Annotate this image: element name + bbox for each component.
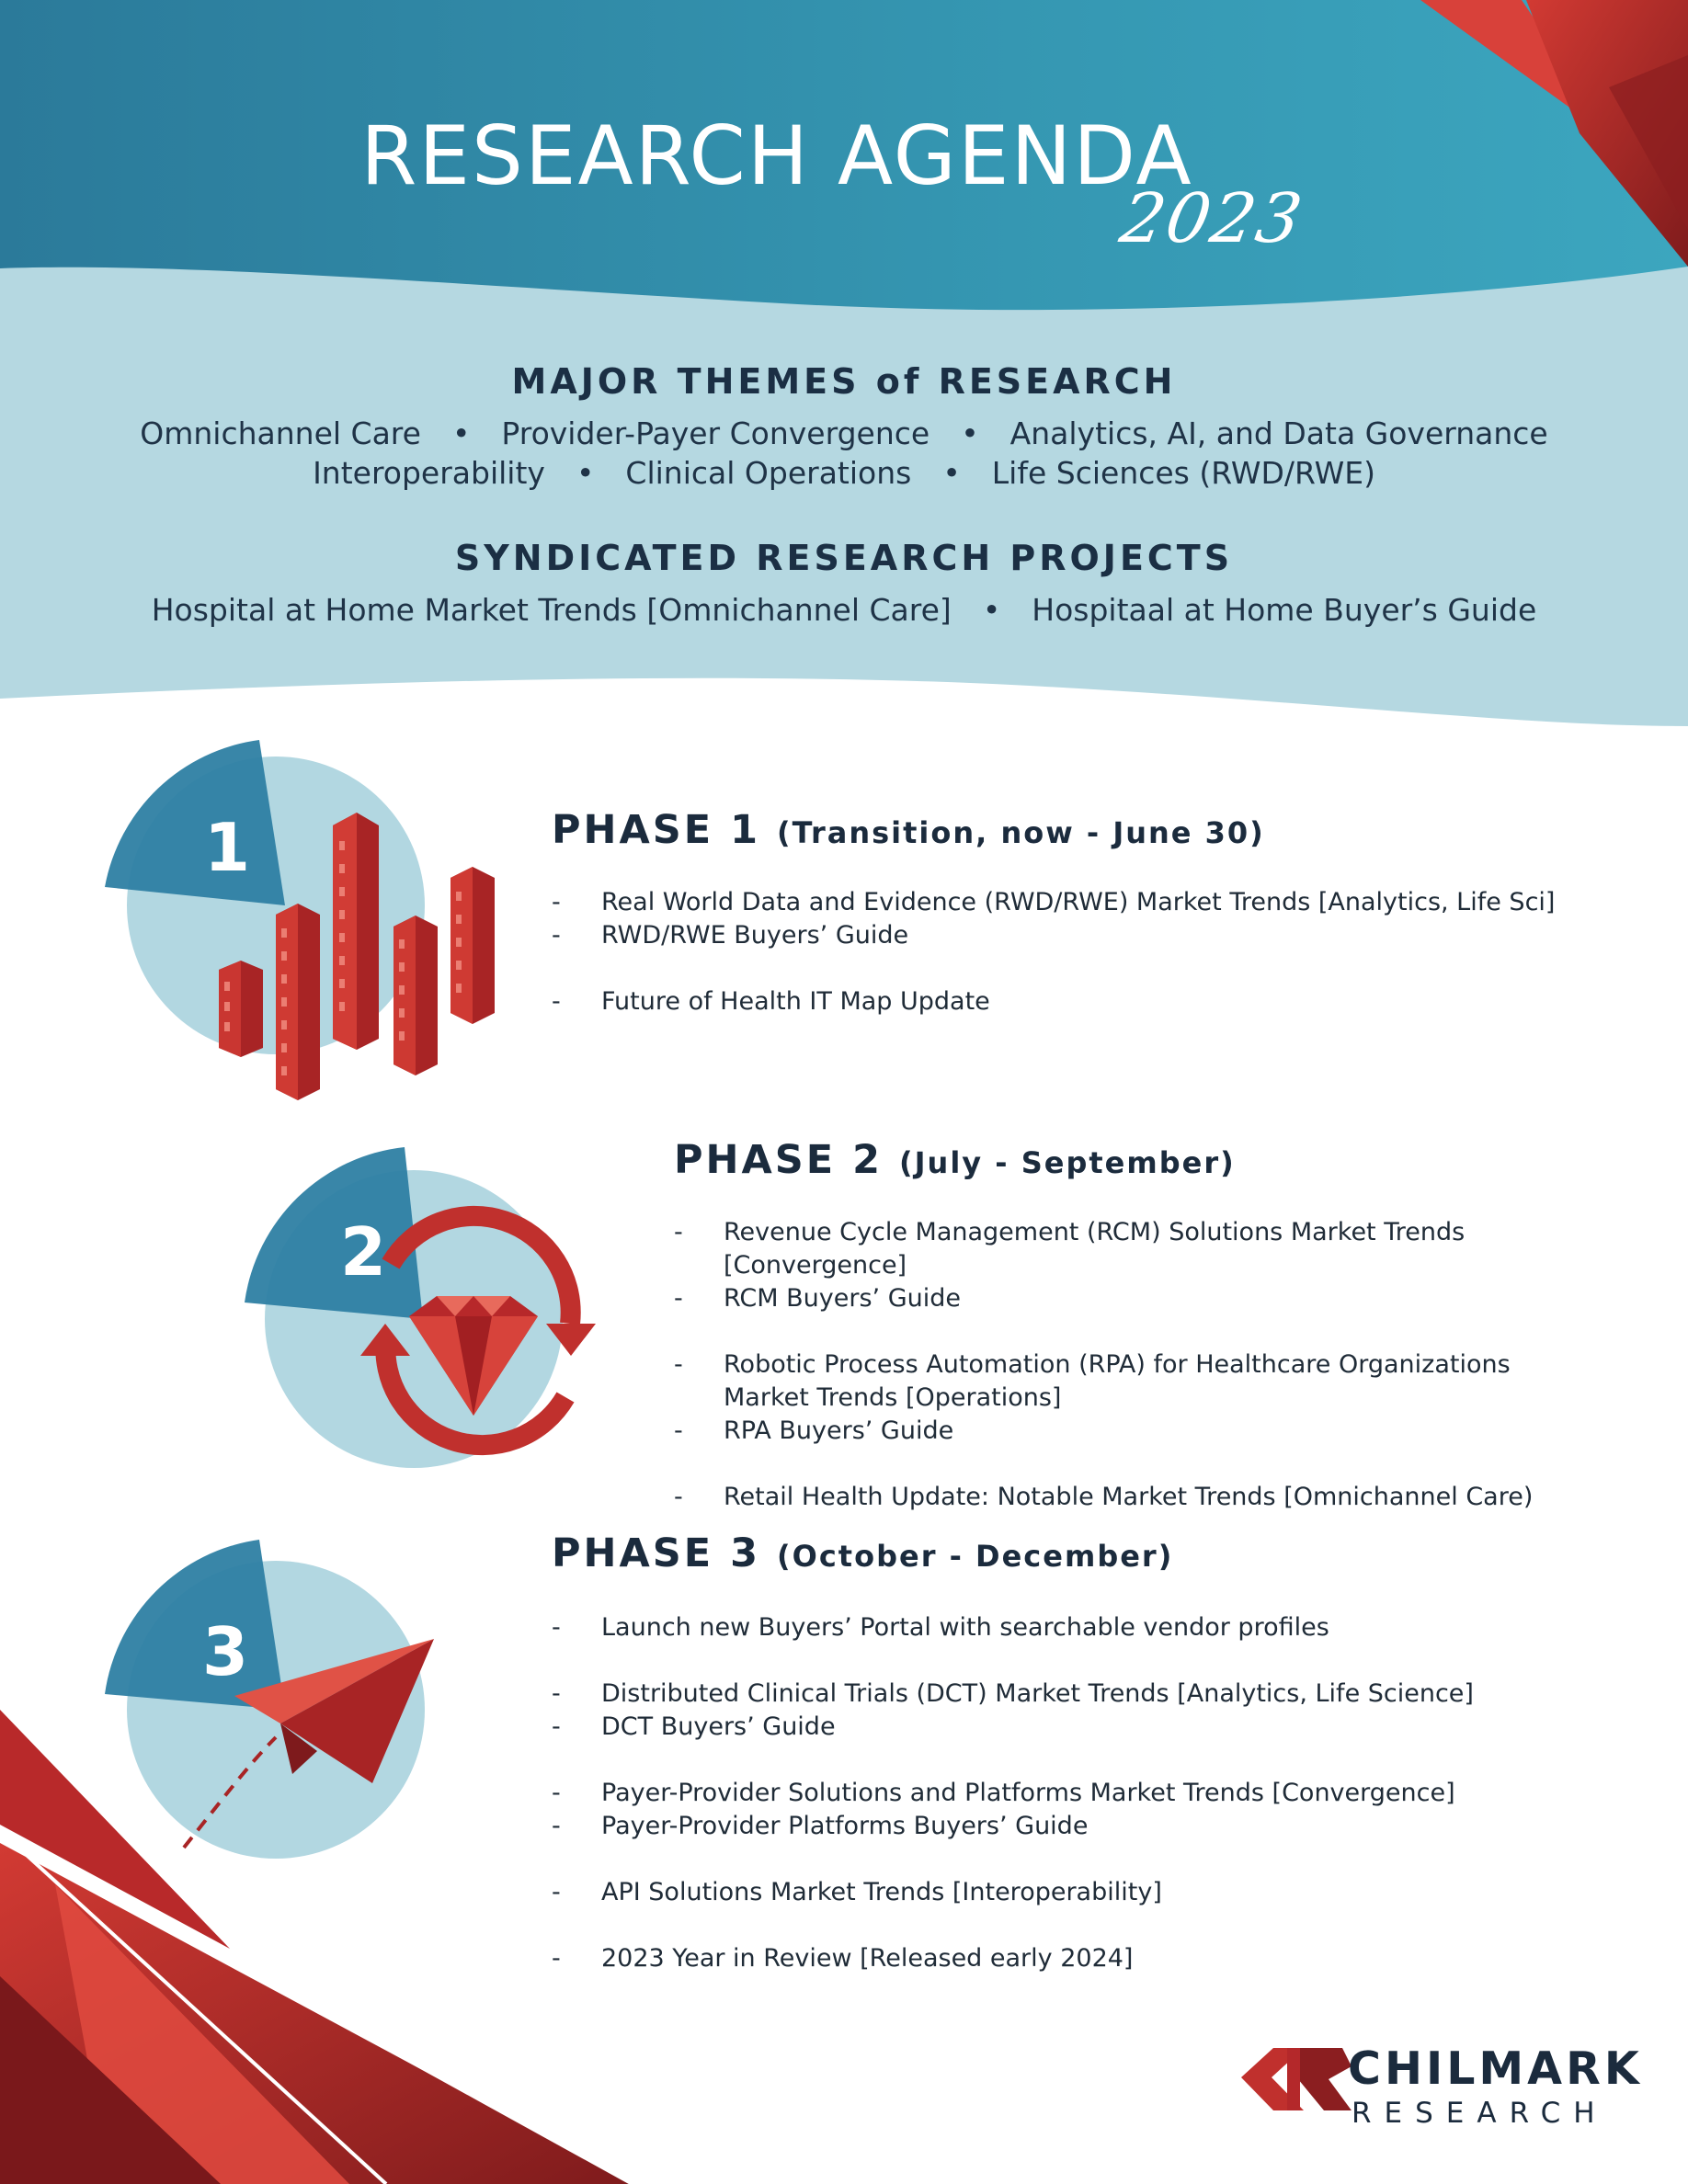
list-item: - RPA Buyers’ Guide xyxy=(674,1415,1593,1448)
phase-3-graphic xyxy=(105,1540,434,1859)
list-item: - Real World Data and Evidence (RWD/RWE) Market Trends [Analytics, Life Sci] xyxy=(552,886,1609,919)
logo-text-primary: CHILMARK xyxy=(1348,2042,1643,2095)
logo-text-secondary: RESEARCH xyxy=(1352,2097,1608,2130)
bullet-separator: • xyxy=(576,455,595,491)
list-item: - Future of Health IT Map Update xyxy=(552,985,1609,1018)
list-item: - RWD/RWE Buyers’ Guide xyxy=(552,919,1609,952)
themes-row-1 xyxy=(0,415,1688,451)
page-year: 2023 xyxy=(1114,179,1309,258)
phase-3-number: 3 xyxy=(202,1613,249,1690)
theme-item: Provider-Payer Convergence xyxy=(501,415,930,451)
phase-2-list xyxy=(674,1216,1593,1514)
phase-2-period: (July - September) xyxy=(899,1145,1236,1180)
list-item: - Distributed Clinical Trials (DCT) Market Trends [Analytics, Life Science] xyxy=(552,1678,1609,1711)
syndicated-row xyxy=(0,592,1688,628)
phase-1-period: (Transition, now - June 30) xyxy=(777,815,1265,850)
syndicated-item: Hospital at Home Market Trends [Omnichannel Care] xyxy=(151,592,952,628)
phase-3-list xyxy=(552,1611,1609,1975)
list-item: - 2023 Year in Review [Released early 2024] xyxy=(552,1942,1609,1975)
list-item: - Retail Health Update: Notable Market Trends [Omnichannel Care) xyxy=(674,1481,1593,1514)
themes-heading: MAJOR THEMES of RESEARCH xyxy=(511,361,1177,402)
syndicated-item: Hospitaal at Home Buyer’s Guide xyxy=(1032,592,1537,628)
phase-1-title: PHASE 1 xyxy=(552,807,761,853)
theme-item: Omnichannel Care xyxy=(140,415,421,451)
phase-1-number: 1 xyxy=(204,809,251,886)
syndicated-heading: SYNDICATED RESEARCH PROJECTS xyxy=(454,538,1234,578)
phase-1-graphic xyxy=(105,740,495,1100)
list-item: - Revenue Cycle Management (RCM) Solutions Market Trends [Convergence] xyxy=(674,1216,1593,1282)
bullet-separator: • xyxy=(451,415,471,451)
list-item: - API Solutions Market Trends [Interoperability] xyxy=(552,1876,1609,1909)
phase-3-heading xyxy=(552,1530,1173,1576)
phase-2-title: PHASE 2 xyxy=(674,1137,884,1183)
list-item: - DCT Buyers’ Guide xyxy=(552,1711,1609,1744)
phase-1-heading xyxy=(552,807,1265,853)
list-item: - RCM Buyers’ Guide xyxy=(674,1282,1593,1315)
theme-item: Clinical Operations xyxy=(625,455,912,491)
bullet-separator: • xyxy=(982,592,1001,628)
theme-item: Life Sciences (RWD/RWE) xyxy=(991,455,1375,491)
list-item: - Payer-Provider Solutions and Platforms Market Trends [Convergence] xyxy=(552,1777,1609,1810)
phase-2-number: 2 xyxy=(340,1213,387,1291)
phase-2-heading xyxy=(674,1137,1236,1183)
phase-2-graphic xyxy=(245,1147,596,1468)
phase-3-period: (October - December) xyxy=(777,1539,1174,1574)
bullet-separator: • xyxy=(961,415,979,451)
theme-item: Analytics, AI, and Data Governance xyxy=(1009,415,1548,451)
list-item: - Robotic Process Automation (RPA) for Healthcare Organizations Market Trends [Operations] xyxy=(674,1348,1593,1415)
list-item: - Payer-Provider Platforms Buyers’ Guide xyxy=(552,1810,1609,1843)
theme-item: Interoperability xyxy=(313,455,545,491)
bullet-separator: • xyxy=(942,455,961,491)
themes-row-2 xyxy=(0,455,1688,491)
page-title: RESEARCH AGENDA xyxy=(360,108,1193,203)
chilmark-logo-icon xyxy=(1241,2048,1352,2110)
phase-3-title: PHASE 3 xyxy=(552,1530,761,1576)
phase-1-list xyxy=(552,886,1609,1018)
list-item: - Launch new Buyers’ Portal with searchable vendor profiles xyxy=(552,1611,1609,1644)
